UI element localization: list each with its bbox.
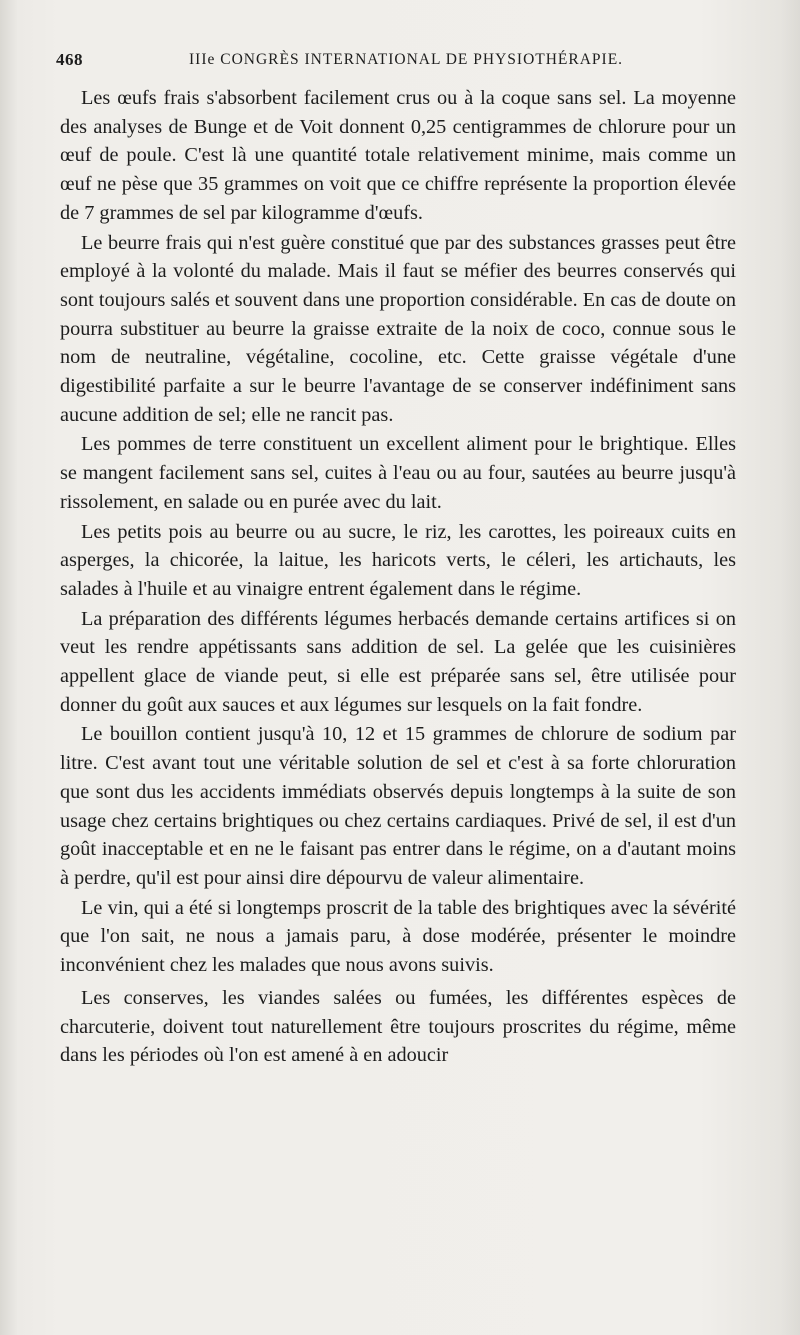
page-number: 468 [56,50,83,69]
page-header [56,50,746,74]
paragraph: Le bouillon contient jusqu'à 10, 12 et 15 grammes de chlorure de sodium par litre. C'est avant tout une véritable solution de sel et c'est à sa forte chloruration que sont dus les accidents immédiats observés depuis longtemps à la suite de son usage chez certains brightiques ou chez certains cardiaques. Privé de sel, il est d'un goût inacceptable et en ne le faisant pas entrer dans le régime, on a d'autant moins à perdre, qu'il est pour ainsi dire dépourvu de valeur alimentaire. [60,723,736,889]
paragraph: Les pommes de terre constituent un excellent aliment pour le brightique. Elles se mangent facilement sans sel, cuites à l'eau ou au four, sautées au beurre jusqu'à rissolement, en salade ou en purée avec du lait. [60,433,736,513]
paragraph: Les œufs frais s'absorbent facilement crus ou à la coque sans sel. La moyenne des analyses de Bunge et de Voit donnent 0,25 centigrammes de chlorure pour un œuf de poule. C'est là une quantité totale relativement minime, mais comme un œuf ne pèse que 35 grammes on voit que ce chiffre représente la proportion élevée de 7 grammes de sel par kilogramme d'œufs. [60,87,736,224]
running-title: IIIe CONGRÈS INTERNATIONAL DE PHYSIOTHÉRAPIE. [189,51,624,68]
paragraph: Le vin, qui a été si longtemps proscrit de la table des brightiques avec la sévérité que l'on sait, ne nous a jamais paru, à dose modérée, présenter le moindre inconvénient chez les malades que nous avons suivis. [60,896,736,977]
paragraph: La préparation des différents légumes herbacés demande certains artifices si on veut les rendre appétissants sans addition de sel. La gelée que les cuisinières appellent glace de viande peut, si elle est préparée sans sel, être utilisée pour donner du goût aux sauces et aux légumes sur lesquels on la fait fondre. [60,607,736,716]
body-text [60,84,736,1070]
paragraph: Les conserves, les viandes salées ou fumées, les différentes espèces de charcuterie, doivent tout naturellement être toujours proscrites du régime, même dans les périodes où l'on est amené à en adoucir [60,986,736,1067]
paragraph: Les petits pois au beurre ou au sucre, le riz, les carottes, les poireaux cuits en asperges, la chicorée, la laitue, les haricots verts, le céleri, les artichauts, les salades à l'huile et au vinaigre entrent également dans le régime. [60,520,736,600]
paragraph: Le beurre frais qui n'est guère constitué que par des substances grasses peut être employé à la volonté du malade. Mais il faut se méfier des beurres conservés qui sont toujours salés et souvent dans une proportion considérable. En cas de doute on pourra substituer au beurre la graisse extraite de la noix de coco, connue sous le nom de neutraline, végétaline, cocoline, etc. Cette graisse végétale d'une digestibilité parfaite a sur le beurre l'avantage de se conserver indéfiniment sans aucune addition de sel; elle ne rancit pas. [60,231,736,426]
